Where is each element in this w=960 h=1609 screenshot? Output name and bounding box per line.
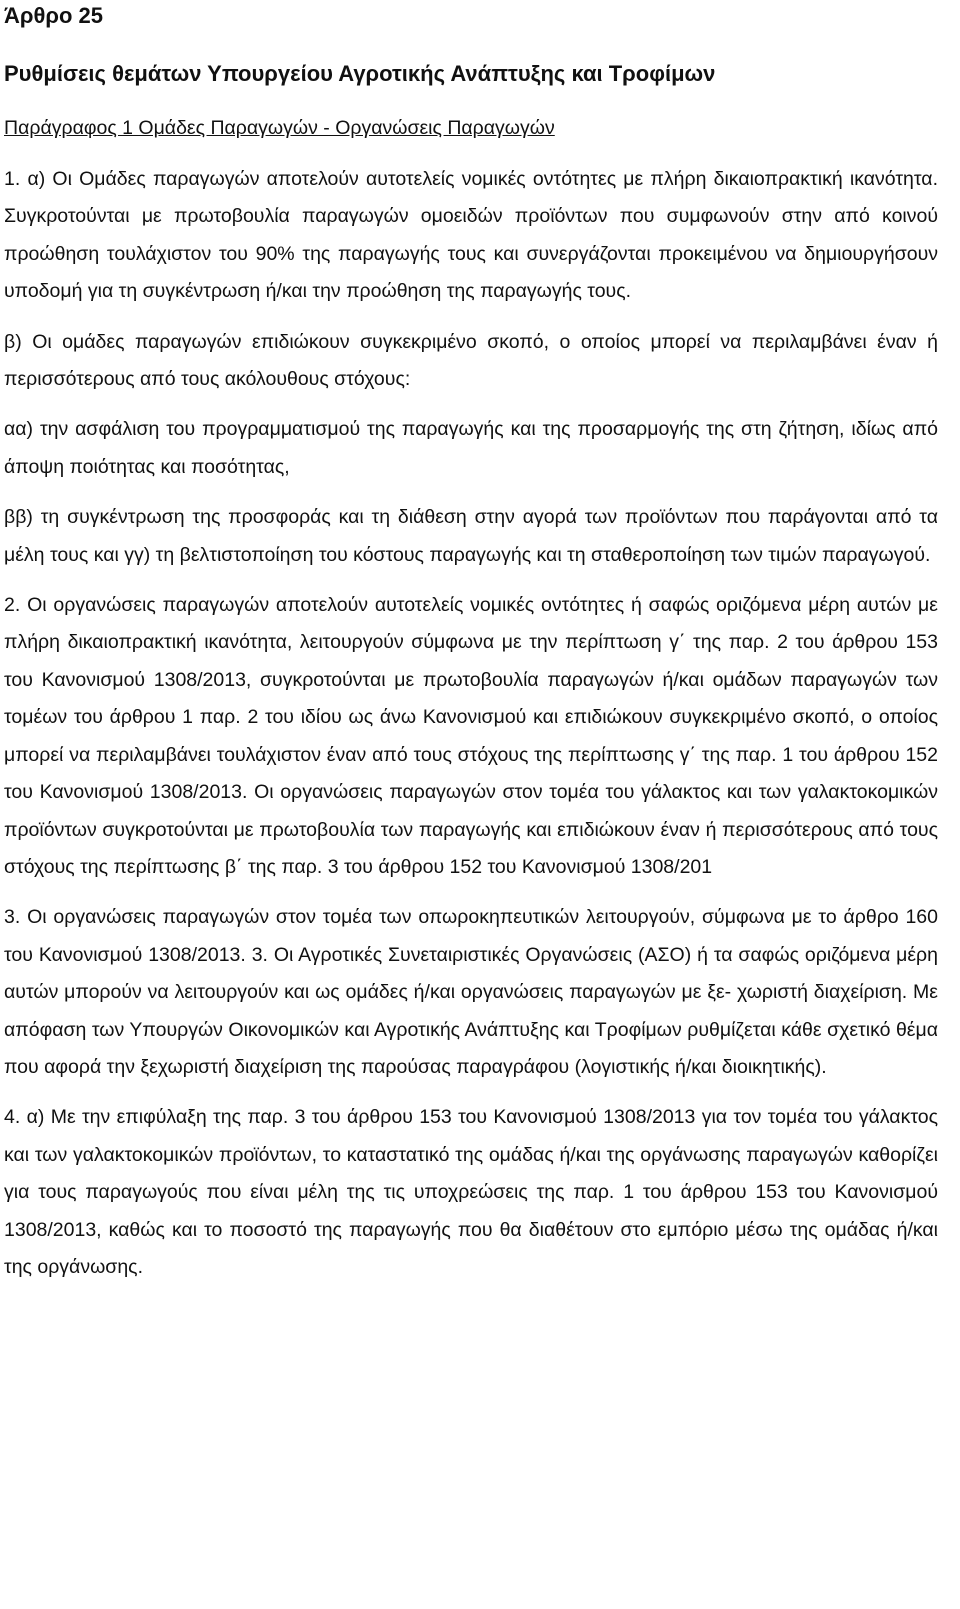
paragraph-heading: Παράγραφος 1 Ομάδες Παραγωγών - Οργανώσεις Παραγωγών xyxy=(4,117,555,139)
paragraph-1b: β) Οι ομάδες παραγωγών επιδιώκουν συγκεκριμένο σκοπό, ο οποίος μπορεί να περιλαμβάνει έναν ή περισσότερους από τους ακόλουθους στόχους: xyxy=(4,330,938,391)
paragraph-1b-aa: αα) την ασφάλιση του προγραμματισμού της παραγωγής και της προσαρμογής της στη ζήτηση, ιδίως από άποψη ποιότητας και ποσότητας, xyxy=(4,418,938,478)
document-page xyxy=(4,0,938,1286)
article-body xyxy=(4,161,938,1286)
section-title: Ρυθμίσεις θεμάτων Υπουργείου Αγροτικής Ανάπτυξης και Τροφίμων xyxy=(4,61,716,86)
paragraph-3: 3. Οι οργανώσεις παραγωγών στον τομέα των οπωροκηπευτικών λειτουργούν, σύμφωνα με το άρθρο 160 του Κανονισμού 1308/2013. 3. Οι Αγροτικές Συνεταιριστικές Οργανώσεις (ΑΣΟ) ή τα σαφώς οριζόμενα μέρη αυτών μπορούν να λειτουργούν και ως ομάδες ή/και οργανώσεις παραγωγών με ξε- χωριστή διαχείριση. Με απόφαση των Υπουργών Οικονομικών και Αγροτικής Ανάπτυξης και Τροφίμων ρυθμίζεται κάθε σχετικό θέμα που αφορά την ξεχωριστή διαχείριση της παρούσας παραγράφου (λογιστικής ή/και διοικητικής). xyxy=(4,906,938,1078)
article-title: Άρθρο 25 xyxy=(4,3,104,28)
paragraph-1b-bb: ββ) τη συγκέντρωση της προσφοράς και τη διάθεση στην αγορά των προϊόντων που παράγονται από τα μέλη τους και γγ) τη βελτιστοποίηση του κόστους παραγωγής και τη σταθεροποίηση των τιμών παραγωγού. xyxy=(4,506,938,566)
paragraph-1a: 1. α) Οι Ομάδες παραγωγών αποτελούν αυτοτελείς νομικές οντότητες με πλήρη δικαιοπρακτική ικανότητα. Συγκροτούνται με πρωτοβουλία παραγωγών ομοειδών προϊόντων που συμφωνούν στην από κοινού προώθηση τουλάχιστον του 90% της παραγωγής τους και συνεργάζονται προκειμένου να δημιουργήσουν υποδομή για τη συγκέντρωση ή/και την προώθηση της παραγωγής τους. xyxy=(4,168,938,303)
paragraph-2: 2. Οι οργανώσεις παραγωγών αποτελούν αυτοτελείς νομικές οντότητες ή σαφώς οριζόμενα μέρη αυτών με πλήρη δικαιοπρακτική ικανότητα, λειτουργούν σύμφωνα με την περίπτωση γ΄ της παρ. 2 του άρθρου 153 του Κανονισμού 1308/2013, συγκροτούνται με πρωτοβουλία παραγωγών ή/και ομάδων παραγωγών των τομέων του άρθρου 1 παρ. 2 του ιδίου ως άνω Κανονισμού και επιδιώκουν συγκεκριμένο σκοπό, ο οποίος μπορεί να περιλαμβάνει τουλάχιστον έναν από τους στόχους της περίπτωσης γ΄ της παρ. 1 του άρθρου 152 του Κανονισμού 1308/2013. Οι οργανώσεις παραγωγών στον τομέα του γάλακτος και των γαλακτοκομικών προϊόντων συγκροτούνται με πρωτοβουλία των παραγωγής και επιδιώκουν έναν ή περισσότερους από τους στόχους της περίπτωσης β΄ της παρ. 3 του άρθρου 152 του Κανονισμού 1308/201 xyxy=(4,594,938,878)
paragraph-4a: 4. α) Με την επιφύλαξη της παρ. 3 του άρθρου 153 του Κανονισμού 1308/2013 για τον τομέα του γάλακτος και των γαλακτοκομικών προϊόντων, το καταστατικό της ομάδας ή/και της οργάνωσης παραγωγών καθορίζει για τους παραγωγούς που είναι μέλη της τις υποχρεώσεις της παρ. 1 του άρθρου 153 του Κανονισμού 1308/2013, καθώς και το ποσοστό της παραγωγής που θα διαθέτουν στο εμπόριο μέσω της ομάδας ή/και της οργάνωσης. xyxy=(4,1106,938,1278)
